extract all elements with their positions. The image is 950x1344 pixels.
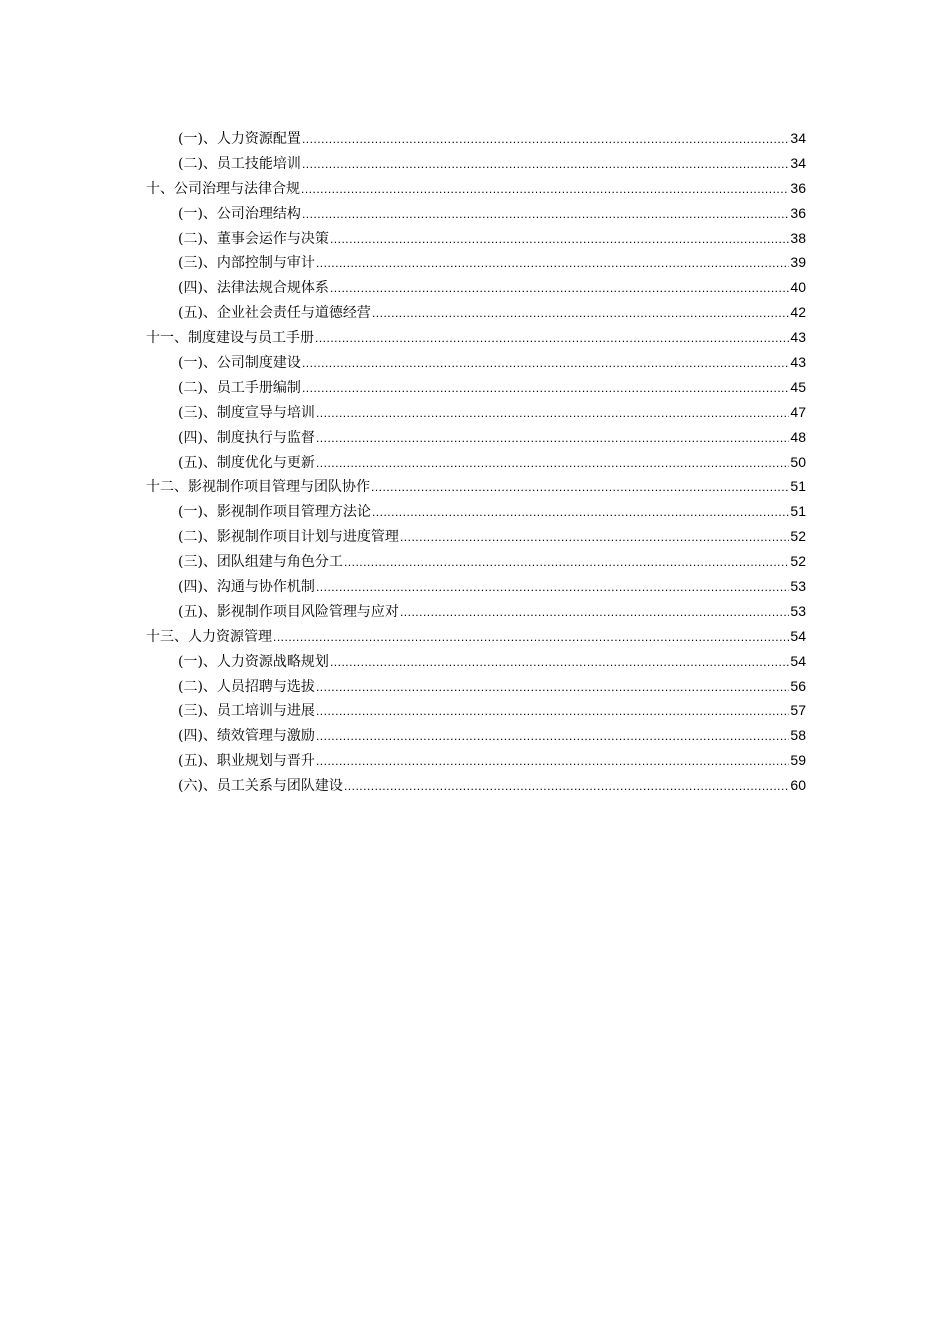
toc-dot-leader <box>330 650 789 675</box>
toc-entry-label: 十一、制度建设与员工手册 <box>146 330 314 347</box>
toc-entry-label: (一)、人力资源战略规划 <box>178 653 329 670</box>
toc-page-number: 58 <box>790 727 806 744</box>
toc-entry-label: 十二、影视制作项目管理与团队协作 <box>146 479 370 496</box>
toc-entry-label: (四)、制度执行与监督 <box>178 429 315 446</box>
toc-section-entry[interactable] <box>146 450 806 475</box>
toc-section-entry[interactable] <box>146 773 806 798</box>
toc-page-number: 53 <box>790 578 806 595</box>
toc-page-number: 54 <box>790 627 806 644</box>
toc-entry-label: (一)、公司制度建设 <box>178 355 301 372</box>
toc-section-entry[interactable] <box>146 748 806 773</box>
toc-chapter-entry[interactable] <box>146 325 806 350</box>
toc-page-number: 42 <box>790 304 806 321</box>
toc-section-entry[interactable] <box>146 126 806 151</box>
toc-page-number: 34 <box>790 154 806 171</box>
toc-dot-leader <box>372 301 789 326</box>
toc-page-number: 43 <box>790 354 806 371</box>
toc-dot-leader <box>316 749 789 774</box>
toc-entry-label: (四)、法律法规合规体系 <box>178 280 329 297</box>
toc-dot-leader <box>273 625 789 650</box>
toc-section-entry[interactable] <box>146 350 806 375</box>
toc-section-entry[interactable] <box>146 375 806 400</box>
toc-chapter-entry[interactable] <box>146 474 806 499</box>
toc-dot-leader <box>316 451 789 476</box>
toc-page-number: 57 <box>790 702 806 719</box>
toc-entry-label: (三)、团队组建与角色分工 <box>178 554 343 571</box>
toc-page-number: 40 <box>790 279 806 296</box>
toc-section-entry[interactable] <box>146 499 806 524</box>
toc-section-entry[interactable] <box>146 549 806 574</box>
toc-entry-label: (一)、人力资源配置 <box>178 131 301 147</box>
toc-dot-leader <box>330 227 789 252</box>
toc-entry-label: (五)、企业社会责任与道德经营 <box>178 305 371 322</box>
toc-entry-label: (二)、人员招聘与选拔 <box>178 678 315 695</box>
toc-entry-label: (一)、公司治理结构 <box>178 205 301 222</box>
toc-section-entry[interactable] <box>146 151 806 176</box>
toc-entry-label: (二)、董事会运作与决策 <box>178 230 329 247</box>
toc-dot-leader <box>302 376 789 401</box>
toc-entry-label: (一)、影视制作项目管理方法论 <box>178 504 371 521</box>
toc-entry-label: (四)、沟通与协作机制 <box>178 579 315 596</box>
toc-chapter-entry[interactable] <box>146 176 806 201</box>
toc-dot-leader <box>371 475 789 500</box>
toc-page-number: 52 <box>790 528 806 545</box>
toc-entry-label: (三)、内部控制与审计 <box>178 255 315 272</box>
toc-page-number: 36 <box>790 204 806 221</box>
toc-entry-label: (五)、影视制作项目风险管理与应对 <box>178 603 399 620</box>
toc-entry-label: (五)、职业规划与晋升 <box>178 753 315 770</box>
toc-page-number: 60 <box>790 777 806 794</box>
toc-dot-leader <box>400 525 789 550</box>
toc-page-number: 47 <box>790 403 806 420</box>
toc-entry-label: (三)、制度宣导与培训 <box>178 404 315 421</box>
toc-entry-label: 十三、人力资源管理 <box>146 628 272 645</box>
toc-section-entry[interactable] <box>146 300 806 325</box>
toc-dot-leader <box>302 127 789 152</box>
toc-section-entry[interactable] <box>146 599 806 624</box>
toc-dot-leader <box>316 401 789 426</box>
toc-dot-leader <box>301 177 789 202</box>
toc-entry-label: 十、公司治理与法律合规 <box>146 180 300 197</box>
toc-entry-label: (三)、员工培训与进展 <box>178 703 315 720</box>
toc-page-number: 45 <box>790 378 806 395</box>
toc-section-entry[interactable] <box>146 425 806 450</box>
toc-page-number: 54 <box>790 652 806 669</box>
toc-dot-leader <box>316 426 789 451</box>
toc-dot-leader <box>400 600 789 625</box>
toc-entry-label: (六)、员工关系与团队建设 <box>178 778 343 795</box>
toc-dot-leader <box>344 550 789 575</box>
toc-section-entry[interactable] <box>146 698 806 723</box>
toc-section-entry[interactable] <box>146 201 806 226</box>
toc-section-entry[interactable] <box>146 574 806 599</box>
toc-dot-leader <box>302 152 789 177</box>
toc-page-number: 50 <box>790 453 806 470</box>
toc-dot-leader <box>302 351 789 376</box>
toc-entry-label: (五)、制度优化与更新 <box>178 454 315 471</box>
toc-section-entry[interactable] <box>146 674 806 699</box>
toc-entry-label: (四)、绩效管理与激励 <box>178 728 315 745</box>
toc-dot-leader <box>316 575 789 600</box>
toc-section-entry[interactable] <box>146 524 806 549</box>
toc-section-entry[interactable] <box>146 649 806 674</box>
toc-dot-leader <box>316 675 789 700</box>
toc-dot-leader <box>330 276 789 301</box>
toc-dot-leader <box>302 202 789 227</box>
toc-page-number: 39 <box>790 254 806 271</box>
toc-section-entry[interactable] <box>146 400 806 425</box>
toc-dot-leader <box>315 326 789 351</box>
toc-page-number: 34 <box>790 130 806 146</box>
toc-page-number: 56 <box>790 677 806 694</box>
table-of-contents <box>146 126 806 798</box>
toc-dot-leader <box>344 774 789 799</box>
toc-dot-leader <box>316 251 789 276</box>
toc-dot-leader <box>372 500 789 525</box>
toc-section-entry[interactable] <box>146 275 806 300</box>
toc-section-entry[interactable] <box>146 250 806 275</box>
toc-dot-leader <box>316 699 789 724</box>
toc-chapter-entry[interactable] <box>146 624 806 649</box>
toc-entry-label: (二)、影视制作项目计划与进度管理 <box>178 529 399 546</box>
toc-entry-label: (二)、员工技能培训 <box>178 155 301 172</box>
toc-page-number: 59 <box>790 752 806 769</box>
toc-page-number: 36 <box>790 179 806 196</box>
toc-page-number: 51 <box>790 503 806 520</box>
toc-page-number: 51 <box>790 478 806 495</box>
toc-page-number: 38 <box>790 229 806 246</box>
toc-section-entry[interactable] <box>146 723 806 748</box>
toc-dot-leader <box>316 724 789 749</box>
toc-page-number: 53 <box>790 602 806 619</box>
toc-page-number: 43 <box>790 329 806 346</box>
toc-section-entry[interactable] <box>146 226 806 251</box>
toc-page-number: 48 <box>790 428 806 445</box>
toc-entry-label: (二)、员工手册编制 <box>178 379 301 396</box>
toc-page-number: 52 <box>790 553 806 570</box>
